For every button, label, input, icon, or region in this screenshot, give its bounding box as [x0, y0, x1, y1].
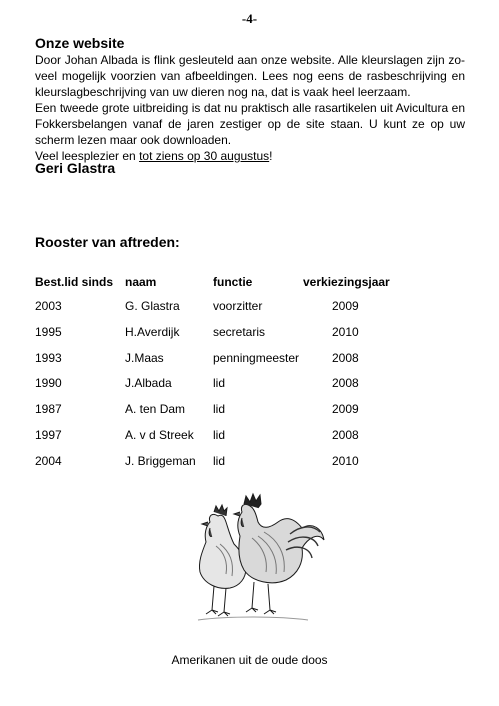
cell-member-name: G. Glastra	[125, 299, 180, 313]
cell-election-year: 2009	[332, 299, 359, 313]
cell-member-name: A. ten Dam	[125, 402, 186, 416]
website-heading: Onze website	[35, 35, 125, 51]
column-header-member-since: Best.lid sinds	[35, 275, 114, 289]
cell-member-since: 2004	[35, 454, 62, 468]
cell-member-since: 1987	[35, 402, 62, 416]
event-date-link[interactable]: tot ziens op 30 augustus	[139, 149, 270, 163]
author-signature: Geri Glastra	[35, 160, 116, 176]
roosters-illustration	[168, 486, 328, 631]
cell-member-function: lid	[213, 454, 226, 468]
cell-member-name: J. Briggeman	[125, 454, 196, 468]
website-article	[35, 52, 465, 164]
cell-member-name: J.Albada	[125, 376, 172, 390]
illustration-caption: Amerikanen uit de oude doos	[171, 653, 328, 667]
column-header-name: naam	[125, 275, 157, 289]
cell-member-since: 1990	[35, 376, 62, 390]
website-paragraph-1: Door Johan Albada is flink gesleuteld aan onze website. Alle kleurslagen zijn zo-veel mogelijk voorzien van afbeeldingen. Lees nog eens de rasbeschrijving en kleurslagbeschrijving van uw dieren nog na, dat is vaak heel leerzaam.	[35, 53, 465, 99]
page-number: -4-	[241, 11, 258, 26]
website-paragraph-2: Een tweede grote uitbreiding is dat nu praktisch alle rasartikelen uit Avicultura en Fokkersbelangen vanaf de jaren zestiger op de site staan. U kunt ze op uw scherm lezen maar ook downloaden.	[35, 101, 465, 147]
cell-member-name: H.Averdijk	[125, 325, 180, 339]
cell-member-since: 1995	[35, 325, 62, 339]
cell-member-since: 2003	[35, 299, 62, 313]
column-header-election-year: verkiezingsjaar	[303, 275, 390, 289]
cell-election-year: 2008	[332, 376, 359, 390]
cell-member-since: 1997	[35, 428, 62, 442]
closing-prefix: Veel leesplezier en	[35, 149, 136, 163]
cell-member-function: lid	[213, 402, 226, 416]
closing-suffix: !	[269, 149, 273, 163]
cell-election-year: 2010	[332, 454, 359, 468]
cell-member-function: lid	[213, 428, 226, 442]
cell-member-function: voorzitter	[213, 299, 263, 313]
cell-election-year: 2009	[332, 402, 359, 416]
cell-election-year: 2008	[332, 351, 359, 365]
cell-member-since: 1993	[35, 351, 62, 365]
cell-member-name: J.Maas	[125, 351, 164, 365]
cell-member-function: lid	[213, 376, 226, 390]
cell-member-function: secretaris	[213, 325, 266, 339]
cell-election-year: 2010	[332, 325, 359, 339]
rooster-heading: Rooster van aftreden:	[35, 234, 180, 250]
cell-member-function: penningmeester	[213, 351, 300, 365]
column-header-function: functie	[213, 275, 253, 289]
cell-election-year: 2008	[332, 428, 359, 442]
cell-member-name: A. v d Streek	[125, 428, 194, 442]
